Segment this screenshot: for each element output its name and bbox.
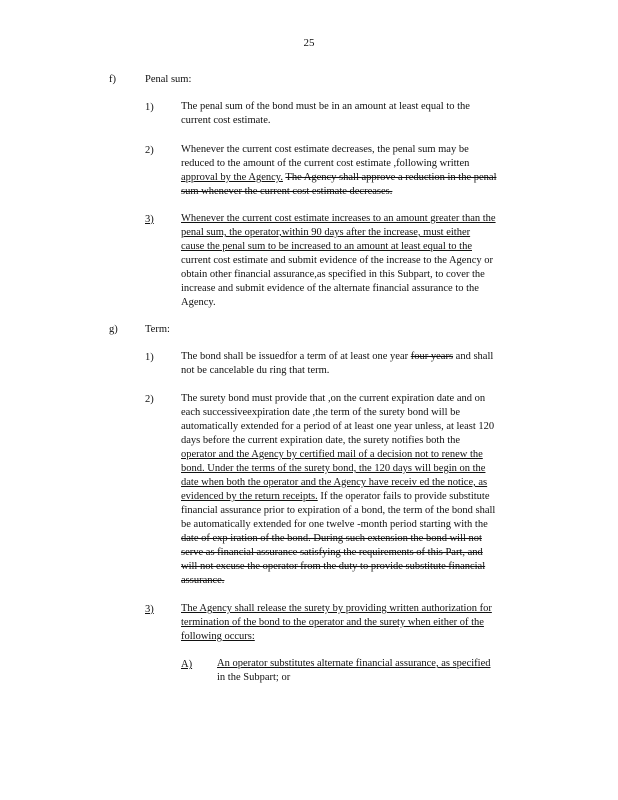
inserted-text: An operator substitutes alternate financial assurance, as specified xyxy=(217,658,491,669)
section-g-heading: Term: xyxy=(145,324,170,335)
text-line: Agency. xyxy=(181,297,216,308)
text-line: not be cancelable du ring that term. xyxy=(181,365,330,376)
text-line xyxy=(181,490,539,504)
text-segment: If the operator fails to provide substitute xyxy=(317,491,490,502)
item-g1-marker: 1) xyxy=(145,352,154,363)
inserted-text: cause the penal sum to be increased to an amount at least equal to the xyxy=(181,241,472,252)
deleted-text: four years xyxy=(410,351,454,362)
text-line: reduced to the amount of the current cost estimate ,following written xyxy=(181,158,470,169)
item-f3-text xyxy=(181,212,539,310)
text-line: The surety bond must provide that ,on the current expiration date and on xyxy=(181,393,486,404)
deleted-text: assurance. xyxy=(181,575,225,586)
item-f1-text xyxy=(181,100,539,128)
inserted-text: The Agency shall release the surety by providing written authorization for xyxy=(181,603,492,614)
item-g3a-text xyxy=(217,657,539,685)
page-number: 25 xyxy=(303,37,315,49)
text-line: days before the current expiration date, the surety notifies both the xyxy=(181,435,461,446)
text-line xyxy=(181,171,539,185)
item-g2-text xyxy=(181,392,539,588)
inserted-text: date when both the operator and the Agency have receiv ed the notice, as xyxy=(181,477,488,488)
text-line: in the Subpart; or xyxy=(217,672,291,683)
text-line: automatically extended for a period of at least one year unless, at least 120 xyxy=(181,421,495,432)
text-line: be automatically extended for one twelve -month period starting with the xyxy=(181,519,488,530)
text-line: financial assurance prior to expiration of a bond, the term of the bond shall xyxy=(181,505,496,516)
deleted-text: The Agency shall approve a reduction in the penal xyxy=(285,172,497,183)
inserted-text: termination of the bond to the operator and the surety when either of the xyxy=(181,617,484,628)
deleted-text: will not excuse the operator from the duty to provide substitute financial xyxy=(181,561,486,572)
text-line: each successiveexpiration date ,the term of the surety bond will be xyxy=(181,407,461,418)
item-f2-marker: 2) xyxy=(145,145,154,156)
section-g-marker: g) xyxy=(109,324,118,335)
text-line: obtain other financial assurance,as specified in this Subpart, to cover the xyxy=(181,269,485,280)
text-line: The penal sum of the bond must be in an amount at least equal to the xyxy=(181,101,470,112)
item-g3-text xyxy=(181,602,539,644)
text-segment: The bond shall be issuedfor a term of at least one year xyxy=(181,351,409,362)
inserted-text: Whenever the current cost estimate increases to an amount greater than the xyxy=(181,213,496,224)
text-line: increase and submit evidence of the alternate financial assurance to the xyxy=(181,283,479,294)
deleted-text: date of exp iration of the bond. During such extension the bond will not xyxy=(181,533,482,544)
deleted-text: serve as financial assurance satisfying the requirements of this Part, and xyxy=(181,547,483,558)
section-f-heading: Penal sum: xyxy=(145,74,192,85)
text-segment: and shall xyxy=(455,351,494,362)
text-line: current cost estimate and submit evidence of the increase to the Agency or xyxy=(181,255,493,266)
text-line: current cost estimate. xyxy=(181,115,271,126)
item-g3a-marker: A) xyxy=(181,659,193,670)
deleted-text: sum whenever the current cost estimate decreases. xyxy=(181,186,393,197)
item-g3-marker: 3) xyxy=(145,604,154,615)
text-line: Whenever the current cost estimate decreases, the penal sum may be xyxy=(181,144,469,155)
inserted-text: following occurs: xyxy=(181,631,255,642)
item-g1-text xyxy=(181,350,539,378)
item-f3-marker: 3) xyxy=(145,214,154,225)
inserted-text: operator and the Agency by certified mail of a decision not to renew the xyxy=(181,449,483,460)
section-f-marker: f) xyxy=(109,74,116,85)
inserted-text: bond. Under the terms of the surety bond, the 120 days will begin on the xyxy=(181,463,486,474)
item-f2-text xyxy=(181,143,539,199)
item-g2-marker: 2) xyxy=(145,394,154,405)
inserted-text: evidenced by the return receipts. xyxy=(181,491,318,502)
item-f1-marker: 1) xyxy=(145,102,154,113)
inserted-text: penal sum, the operator,within 90 days after the increase, must either xyxy=(181,227,471,238)
text-line xyxy=(181,350,539,364)
inserted-text: approval by the Agency. xyxy=(181,172,283,183)
